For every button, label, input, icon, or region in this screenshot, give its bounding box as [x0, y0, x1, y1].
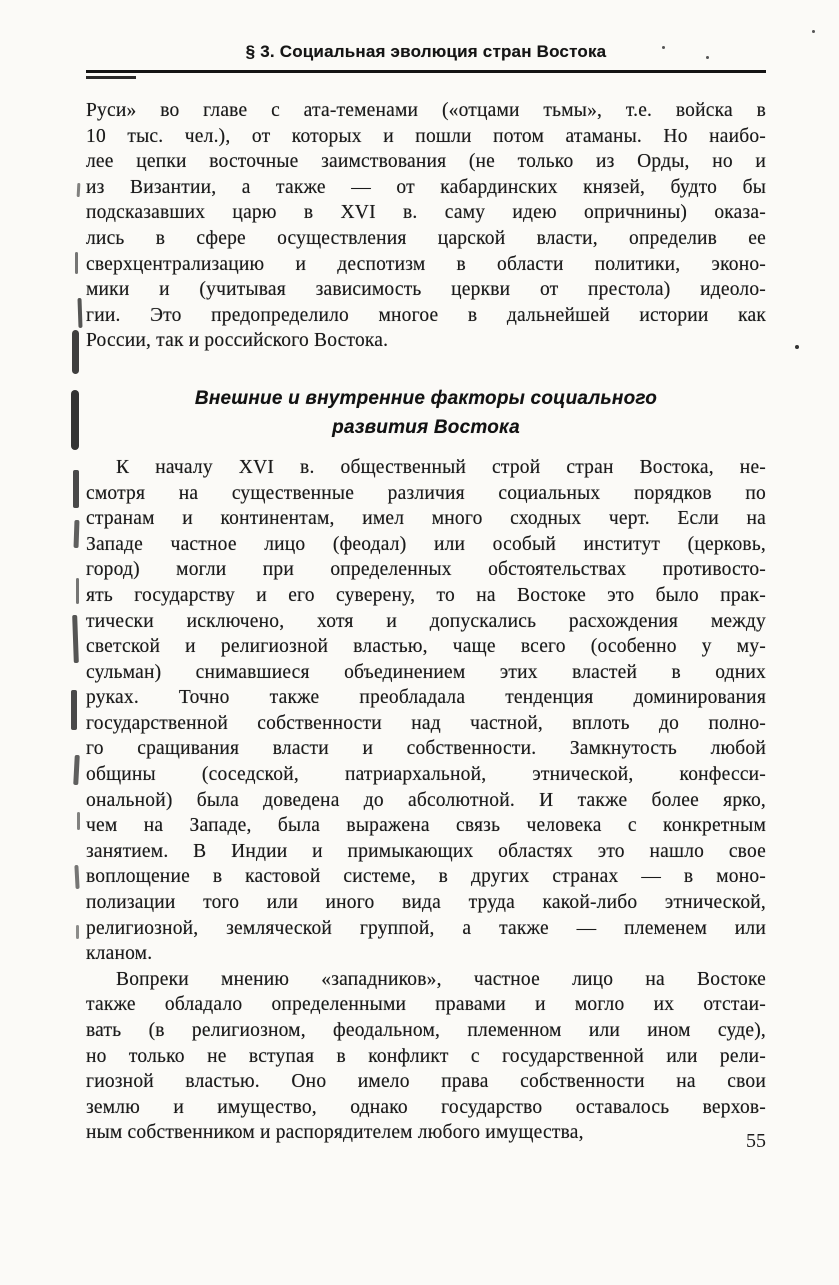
running-header: § 3. Социальная эволюция стран Востока	[245, 42, 607, 61]
scan-artifact	[75, 252, 78, 274]
scan-artifact	[706, 56, 709, 59]
section-heading-line-1: Внешние и внутренние факторы социального	[194, 387, 658, 409]
text-line: землю и имущество, однако государство оставалось верхов-	[86, 1096, 766, 1118]
text-line: город) могли при определенных обстоятельствах противосто-	[86, 559, 766, 581]
section-heading-line-2: развития Востока	[332, 416, 520, 438]
text-line: России, так и российского Востока.	[86, 330, 389, 352]
text-line: воплощение в кастовой системе, в других странах — в моно-	[86, 866, 766, 888]
text-line: ным собственником и распорядителем любого имущества,	[86, 1122, 584, 1144]
scan-artifact	[72, 615, 79, 663]
scan-artifact	[74, 520, 80, 548]
text-line: смотря на существенные различия социальных порядков по	[86, 482, 766, 504]
text-line: странам и континентам, имел много сходных черт. Если на	[86, 508, 766, 530]
text-block	[86, 98, 766, 1146]
text-line: руках. Точно также преобладала тенденция доминирования	[86, 687, 766, 709]
text-line: Вопреки мнению «западников», частное лицо на Востоке	[116, 968, 766, 990]
text-line: ональной) была доведена до абсолютной. И также более ярко,	[86, 789, 766, 811]
page-number: 55	[746, 1130, 766, 1152]
text-line: тически исключено, хотя и допускались расхождения между	[86, 610, 766, 632]
text-line: кланом.	[86, 943, 153, 965]
scan-artifact	[86, 76, 136, 79]
text-line: общины (соседской, патриархальной, этнической, конфесси-	[86, 764, 766, 786]
scan-artifact	[73, 755, 80, 785]
text-line: светской и религиозной властью, чаще всего (особенно у му-	[86, 636, 766, 658]
scan-artifact	[73, 470, 79, 508]
scan-artifact	[77, 183, 81, 197]
text-line: 10 тыс. чел.), от которых и пошли потом атаманы. Но наибо-	[86, 125, 766, 147]
text-line: занятием. В Индии и примыкающих областях это нашло свое	[86, 840, 766, 862]
text-line: лись в сфере осуществления царской власти, определив ее	[86, 227, 766, 249]
text-line: ять государству и его суверену, то на Востоке это было прак-	[86, 584, 766, 606]
scan-artifact	[662, 46, 665, 49]
text-line: полизации того или иного вида труда какой-либо этнической,	[86, 892, 766, 914]
scan-artifact	[71, 390, 79, 450]
scan-artifact	[795, 345, 799, 349]
scan-artifact	[77, 298, 82, 328]
text-line: К началу XVI в. общественный строй стран Востока, не-	[116, 456, 766, 478]
text-line: Западе частное лицо (феодал) или особый институт (церковь,	[86, 533, 766, 555]
text-line: лее цепки восточные заимствования (не только из Орды, но и	[86, 151, 766, 173]
text-line: чем на Западе, была выражена связь человека с конкретным	[86, 815, 766, 837]
header-rule	[86, 70, 766, 73]
text-line: из Византии, а также — от кабардинских князей, будто бы	[86, 176, 766, 198]
text-line: мики и (учитывая зависимость церкви от престола) идеоло-	[86, 279, 766, 301]
text-line: религиозной, земляческой группой, а также — племенем или	[86, 917, 766, 939]
scan-artifact	[812, 30, 815, 33]
text-line: но только не вступая в конфликт с государственной или рели-	[86, 1045, 766, 1067]
scan-artifact	[74, 865, 79, 889]
scan-artifact	[71, 690, 77, 730]
scan-artifact	[76, 578, 79, 604]
text-line: вать (в религиозном, феодальном, племенном или ином суде),	[86, 1020, 766, 1041]
paragraph-continuation	[86, 98, 766, 354]
text-line: го сращивания власти и собственности. Замкнутость любой	[86, 738, 766, 760]
text-line: государственной собственности над частной, вплоть до полно-	[86, 712, 766, 734]
scan-artifact	[76, 925, 79, 939]
scan-artifact	[72, 330, 79, 374]
text-line: Руси» во главе с ата-теменами («отцами тьмы», т.е. войска в	[86, 100, 766, 121]
section-heading	[86, 384, 766, 442]
scan-artifact	[77, 812, 80, 830]
text-line: сульман) снимавшиеся объединением этих властей в одних	[86, 661, 766, 683]
text-line: подсказавших царю в XVI в. саму идею опричнины) оказа-	[86, 202, 766, 224]
text-line: сверхцентрализацию и деспотизм в области политики, эконо-	[86, 253, 766, 275]
text-line: гии. Это предопределило многое в дальнейшей истории как	[86, 304, 766, 326]
paragraph-private-person	[86, 967, 766, 1146]
paragraph-factors	[86, 455, 766, 967]
text-line: также обладало определенными правами и могло их отстаи-	[86, 994, 766, 1016]
text-line: гиозной властью. Оно имело права собственности на свои	[86, 1071, 766, 1093]
